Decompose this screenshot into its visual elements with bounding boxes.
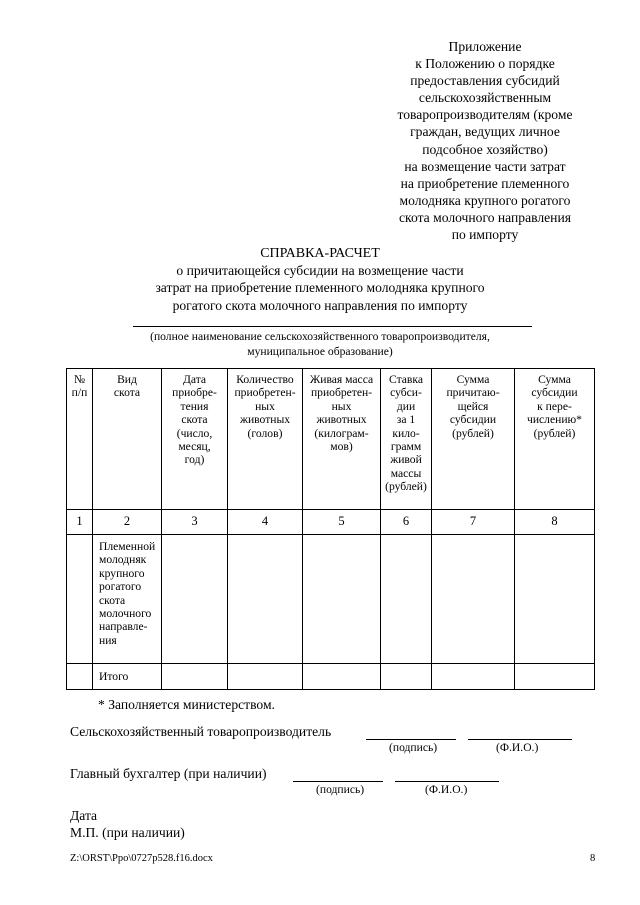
- table-cell[interactable]: [381, 535, 432, 664]
- table-cell[interactable]: [515, 664, 595, 690]
- subtitle-line: о причитающейся субсидии на возмещение части: [176, 263, 464, 278]
- table-number-row: [67, 510, 595, 535]
- signature-hint: (подпись): [389, 741, 438, 754]
- appendix-line: граждан, ведущих личное: [410, 124, 560, 140]
- hint-line: муниципальное образование): [247, 344, 393, 358]
- row-label-cell: Племенной молодняк крупного рогатого скота молочного направле- ния: [93, 535, 162, 664]
- appendix-line: молодняка крупного рогатого: [399, 192, 571, 208]
- appendix-line: по импорту: [451, 227, 519, 243]
- column-number: 7: [432, 510, 515, 535]
- header-cell: Количество приобретен- ных животных (голов): [228, 369, 303, 510]
- table-cell[interactable]: [228, 664, 303, 690]
- page-number: 8: [590, 853, 596, 864]
- header-cell: Сумма субсидии к пере- числению* (рублей): [515, 369, 595, 510]
- appendix-line: сельскохозяйственным: [418, 90, 552, 106]
- header-cell: Дата приобре- тения скота (число, месяц, год): [162, 369, 228, 510]
- producer-signature-line[interactable]: [366, 739, 456, 740]
- hint-line: (полное наименование сельскохозяйственного товаропроизводителя,: [150, 330, 490, 343]
- column-number: 2: [93, 510, 162, 535]
- accountant-signature-line[interactable]: [293, 781, 383, 782]
- table-cell[interactable]: [67, 535, 93, 664]
- header-cell: Живая масса приобретен- ных животных (килограм- мов): [303, 369, 381, 510]
- header-cell: № п/п: [67, 369, 93, 510]
- document-subtitle: [0, 262, 640, 314]
- appendix-line: подсобное хозяйство): [422, 141, 548, 157]
- appendix-header: [380, 38, 590, 243]
- footer-file-path: Z:\ORST\Ppo\0727p528.f16.docx: [70, 853, 213, 864]
- producer-signature-label: Сельскохозяйственный товаропроизводитель: [70, 724, 332, 739]
- appendix-line: товаропроизводителям (кроме: [397, 107, 573, 123]
- column-number: 6: [381, 510, 432, 535]
- column-number: 3: [162, 510, 228, 535]
- footnote: * Заполняется министерством.: [98, 697, 275, 712]
- table-cell[interactable]: [228, 535, 303, 664]
- table-cell[interactable]: [303, 664, 381, 690]
- appendix-line: к Положению о порядке: [415, 56, 555, 72]
- header-cell: Вид скота: [93, 369, 162, 510]
- table-row: [67, 535, 595, 664]
- total-label-cell: Итого: [93, 664, 162, 690]
- subsidy-table: [66, 368, 595, 690]
- table-cell[interactable]: [432, 664, 515, 690]
- table-cell[interactable]: [162, 664, 228, 690]
- table-cell[interactable]: [67, 664, 93, 690]
- table-cell[interactable]: [381, 664, 432, 690]
- accountant-name-field-line[interactable]: [395, 781, 499, 782]
- table-cell[interactable]: [303, 535, 381, 664]
- appendix-line: на возмещение части затрат: [404, 158, 566, 174]
- stamp-label: М.П. (при наличии): [70, 825, 185, 840]
- table-header-row: [67, 369, 595, 510]
- subtitle-line: рогатого скота молочного направления по импорту: [172, 297, 468, 313]
- header-cell: Ставка субси- дии за 1 кило- грамм живой массы (рублей): [381, 369, 432, 510]
- table-cell[interactable]: [515, 535, 595, 664]
- column-number: 1: [67, 510, 93, 535]
- subtitle-line: затрат на приобретение племенного молодняка крупного: [155, 280, 485, 296]
- producer-name-field-line[interactable]: [468, 739, 572, 740]
- accountant-signature-label: Главный бухгалтер (при наличии): [70, 766, 267, 781]
- appendix-line: на приобретение племенного: [400, 175, 570, 191]
- document-title: СПРАВКА-РАСЧЕТ: [260, 246, 380, 261]
- appendix-line: предоставления субсидий: [410, 73, 560, 89]
- date-label: Дата: [70, 808, 98, 823]
- signature-hint: (подпись): [316, 783, 365, 796]
- name-hint: (Ф.И.О.): [425, 783, 468, 796]
- header-cell: Сумма причитаю- щейся субсидии (рублей): [432, 369, 515, 510]
- name-hint: (Ф.И.О.): [496, 741, 539, 754]
- table-cell[interactable]: [162, 535, 228, 664]
- column-number: 4: [228, 510, 303, 535]
- column-number: 5: [303, 510, 381, 535]
- column-number: 8: [515, 510, 595, 535]
- appendix-line: скота молочного направления: [399, 209, 571, 225]
- table-total-row: [67, 664, 595, 690]
- producer-name-hint: [0, 330, 640, 359]
- table-cell[interactable]: [432, 535, 515, 664]
- appendix-line: Приложение: [448, 39, 522, 54]
- producer-name-line[interactable]: [133, 326, 532, 327]
